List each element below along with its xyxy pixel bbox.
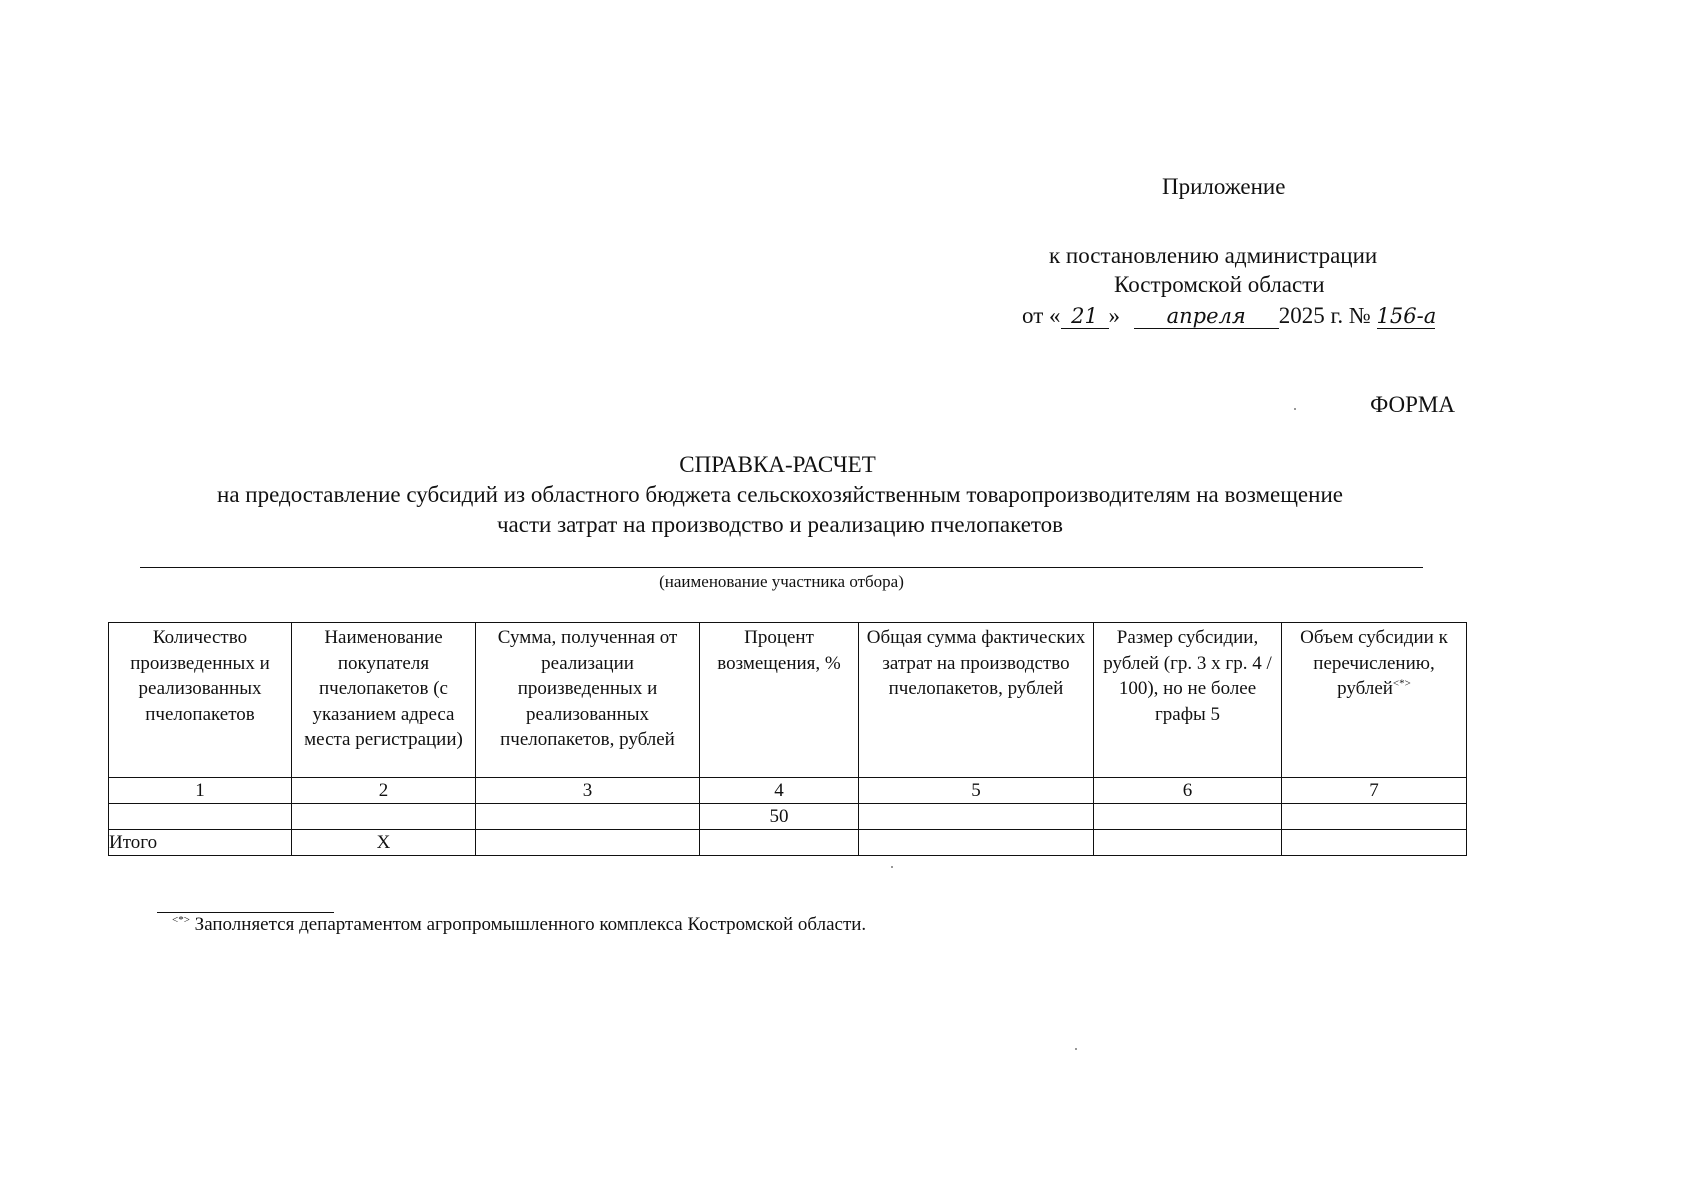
- table-cell: [476, 804, 700, 830]
- document-subtitle-line-2: части затрат на производство и реализацию пчелопакетов: [496, 512, 1064, 537]
- appendix-date-line: [1022, 303, 1435, 329]
- table-row: [109, 804, 1467, 830]
- footnote-text: Заполняется департаментом агропромышленного комплекса Костромской области.: [194, 914, 867, 935]
- header-cell-3: Сумма, полученная от реализации произведенных и реализованных пчелопакетов, рублей: [476, 623, 700, 778]
- table-header-row: [109, 623, 1467, 778]
- header-cell-1: Количество произведенных и реализованных пчелопакетов: [109, 623, 292, 778]
- table-cell: [476, 830, 700, 856]
- header-cell-7-note: <*>: [1392, 677, 1411, 690]
- column-number: 3: [476, 778, 700, 804]
- table-cell: 50: [700, 804, 859, 830]
- table-cell: [1094, 804, 1282, 830]
- date-day: 21: [1061, 304, 1109, 329]
- table-cell: [859, 830, 1094, 856]
- participant-name-caption: (наименование участника отбора): [659, 572, 904, 591]
- date-year: 2025 г. №: [1278, 303, 1371, 328]
- header-cell-7-text: Объем субсидии к перечислению, рублей: [1300, 627, 1448, 699]
- table-cell: [1282, 804, 1467, 830]
- scan-speck: [1075, 1048, 1077, 1050]
- table-total-row: [109, 830, 1467, 856]
- column-number: 7: [1282, 778, 1467, 804]
- header-cell-7: [1282, 623, 1467, 778]
- table-cell: [700, 830, 859, 856]
- date-mid: »: [1108, 303, 1120, 328]
- table-cell: [859, 804, 1094, 830]
- column-number: 6: [1094, 778, 1282, 804]
- table-cell: X: [292, 830, 476, 856]
- footnote-separator: [157, 912, 334, 913]
- appendix-line-2: Костромской области: [1114, 272, 1325, 297]
- total-label: Итого: [109, 830, 292, 856]
- column-number: 5: [859, 778, 1094, 804]
- table-cell: [292, 804, 476, 830]
- header-cell-6: Размер субсидии, рублей (гр. 3 х гр. 4 / 100), но не более графы 5: [1094, 623, 1282, 778]
- header-cell-5: Общая сумма фактических затрат на производство пчелопакетов, рублей: [859, 623, 1094, 778]
- table-column-numbers-row: [109, 778, 1467, 804]
- column-number: 2: [292, 778, 476, 804]
- scan-speck: [1294, 408, 1296, 410]
- table-cell: [109, 804, 292, 830]
- date-month: апреля: [1134, 304, 1279, 329]
- calculation-table: [108, 622, 1467, 856]
- document-title: СПРАВКА-РАСЧЕТ: [679, 452, 876, 477]
- table-cell: [1094, 830, 1282, 856]
- participant-name-line: [140, 567, 1423, 568]
- document-number: 156-а: [1376, 304, 1437, 328]
- table-cell: [1282, 830, 1467, 856]
- document-subtitle-line-1: на предоставление субсидий из областного бюджета сельскохозяйственным товаропроизводителям на возмещение: [217, 482, 1343, 507]
- form-label: ФОРМА: [1370, 392, 1455, 417]
- date-prefix: от «: [1022, 303, 1061, 328]
- footnote-marker: <*>: [172, 914, 190, 926]
- footnote: [172, 914, 866, 936]
- column-number: 1: [109, 778, 292, 804]
- column-number: 4: [700, 778, 859, 804]
- scan-speck: [891, 866, 893, 868]
- header-cell-4: Процент возмещения, %: [700, 623, 859, 778]
- appendix-title: Приложение: [1162, 174, 1286, 199]
- appendix-line-1: к постановлению администрации: [1049, 243, 1378, 268]
- header-cell-2: Наименование покупателя пчелопакетов (с указанием адреса места регистрации): [292, 623, 476, 778]
